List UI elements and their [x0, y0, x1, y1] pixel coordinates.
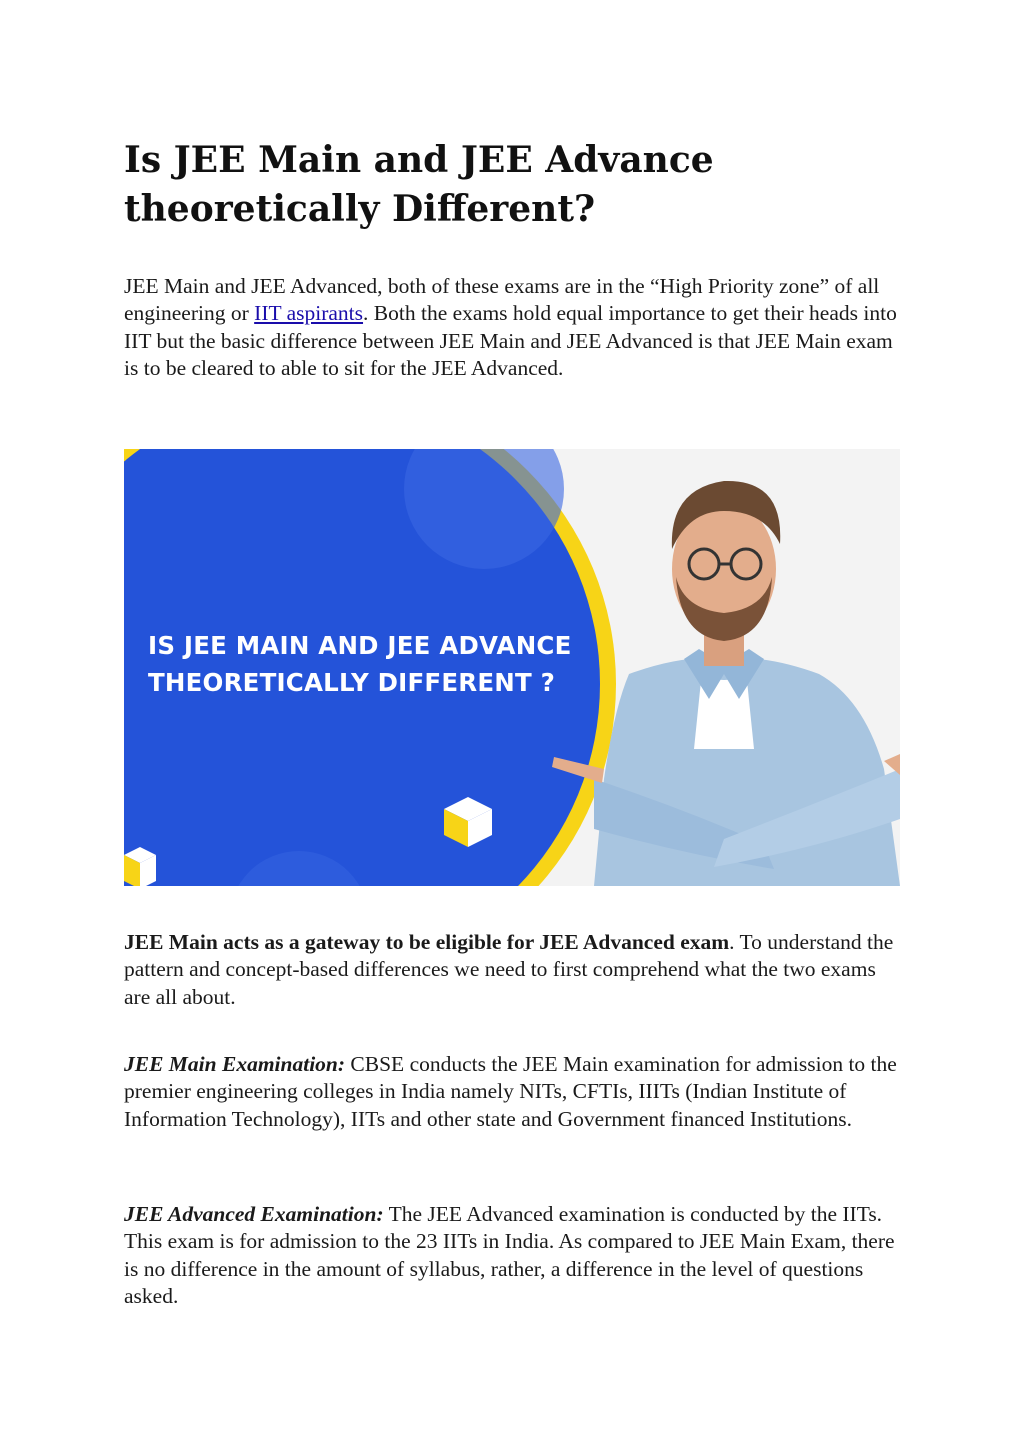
- gateway-rest-text: . To understand the pattern and concept-based differences we need to first comprehend what the two exams are all about.: [124, 930, 894, 1009]
- hero-headline-line-2: THEORETICALLY DIFFERENT ?: [148, 668, 556, 697]
- gateway-bold-text: JEE Main acts as a gateway to be eligible for JEE Advanced exam: [124, 930, 730, 954]
- gateway-paragraph: [124, 929, 904, 1011]
- intro-paragraph: [124, 273, 904, 382]
- intro-text-after-link: . Both the exams hold equal importance to get their heads into IIT but the basic difference between JEE Main and JEE Advanced is that JEE Main exam is to be cleared to able to sit for the JEE Advanced.: [124, 301, 897, 380]
- corner-cube-icon: [124, 847, 156, 886]
- hero-headline-line-1: IS JEE MAIN AND JEE ADVANCE: [148, 631, 572, 660]
- main-exam-paragraph: [124, 1051, 904, 1133]
- main-exam-label: JEE Main Examination:: [124, 1052, 346, 1076]
- iit-aspirants-link[interactable]: IIT aspirants: [254, 301, 364, 326]
- advanced-exam-text: The JEE Advanced examination is conducted by the IITs. This exam is for admission to the 23 IITs in India. As compared to JEE Main Exam, there is no difference in the amount of syllabus, rather, a difference in the level of questions asked.: [124, 1202, 895, 1308]
- hero-headline: [148, 627, 648, 701]
- advanced-exam-paragraph: [124, 1201, 904, 1310]
- article-title: Is JEE Main and JEE Advance theoretically Different?: [124, 139, 714, 230]
- intro-text-before-link: JEE Main and JEE Advanced, both of these exams are in the “High Priority zone” of all engineering or: [124, 274, 880, 326]
- main-exam-text: CBSE conducts the JEE Main examination for admission to the premier engineering colleges in India namely NITs, CFTIs, IIITs (Indian Institute of Information Technology), IITs and other state and Government financed Institutions.: [124, 1052, 897, 1131]
- hero-image: [124, 449, 900, 886]
- advanced-exam-label: JEE Advanced Examination:: [124, 1202, 384, 1226]
